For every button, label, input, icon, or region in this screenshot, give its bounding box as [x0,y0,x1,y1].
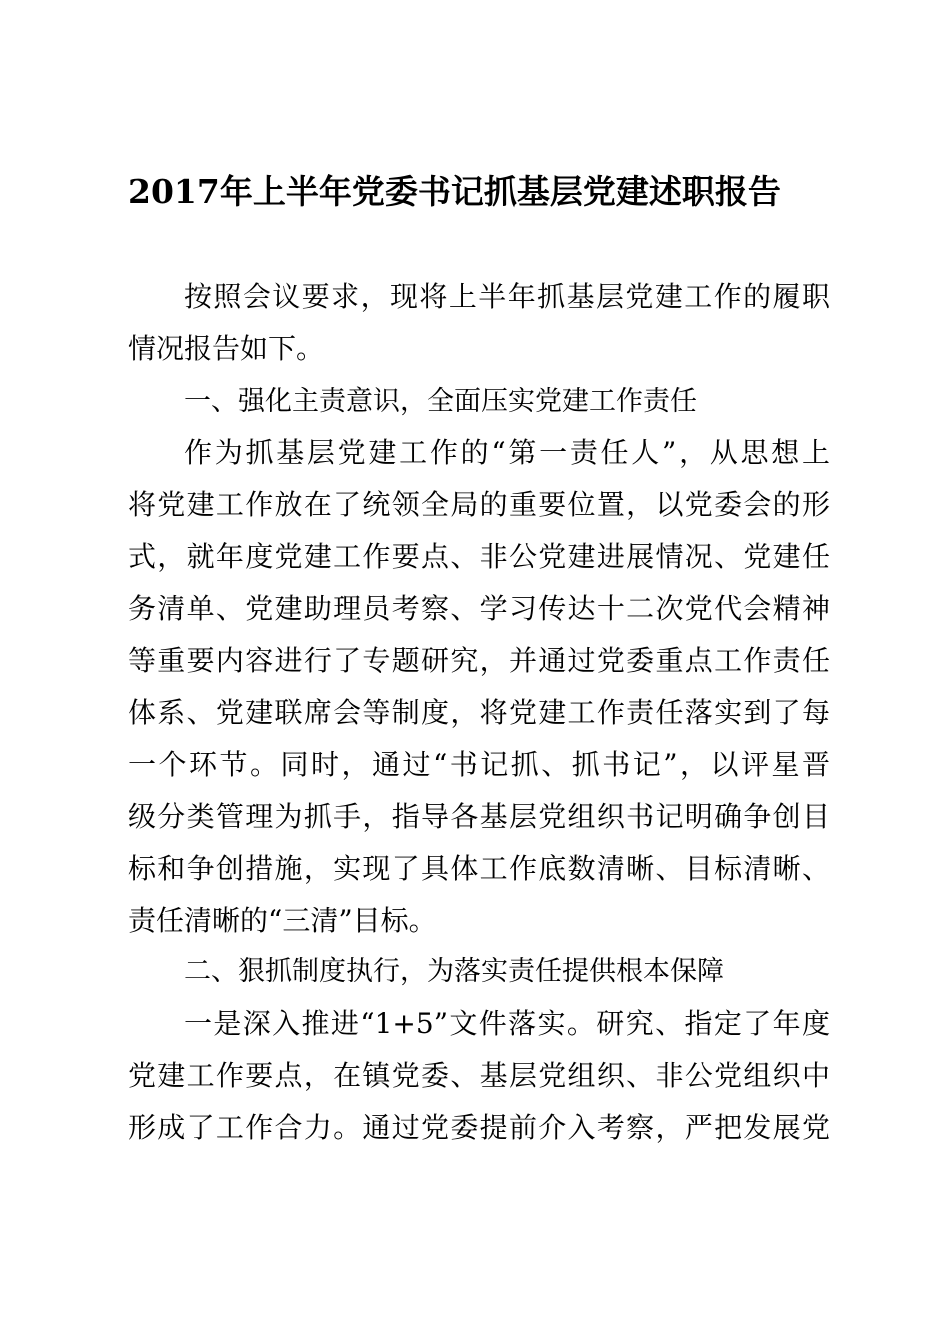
section-1-paragraph-line: 式，就年度党建工作要点、非公党建进展情况、党建任 [128,540,830,573]
section-2-paragraph-line: 党建工作要点，在镇党委、基层党组织、非公党组织中 [128,1059,830,1092]
document-title: 2017年上半年党委书记抓基层党建述职报告 [128,172,781,211]
section-1-heading: 一、强化主责意识，全面压实党建工作责任 [184,386,697,417]
section-2-paragraph-line: 形成了工作合力。通过党委提前介入考察，严把发展党 [128,1111,830,1144]
section-1-paragraph-line: 一个环节。同时，通过“书记抓、抓书记”，以评星晋 [128,748,830,781]
section-1-paragraph-line: 级分类管理为抓手，指导各基层党组织书记明确争创目 [128,800,830,833]
section-1-paragraph-line: 将党建工作放在了统领全局的重要位置，以党委会的形 [128,488,830,521]
section-2-paragraph-line: 一是深入推进“1+5”文件落实。研究、指定了年度 [184,1007,830,1040]
section-1-paragraph-line: 标和争创措施，实现了具体工作底数清晰、目标清晰、 [128,852,830,885]
intro-line-1: 按照会议要求，现将上半年抓基层党建工作的履职 [184,280,830,313]
section-1-paragraph-line: 责任清晰的“三清”目标。 [128,904,437,937]
section-2-heading: 二、狠抓制度执行，为落实责任提供根本保障 [184,956,724,987]
intro-line-2: 情况报告如下。 [128,332,325,365]
section-1-paragraph-line: 等重要内容进行了专题研究，并通过党委重点工作责任 [128,644,830,677]
section-1-paragraph-line: 体系、党建联席会等制度，将党建工作责任落实到了每 [128,696,830,729]
section-1-paragraph-line: 作为抓基层党建工作的“第一责任人”，从思想上 [184,436,830,469]
section-1-paragraph-line: 务清单、党建助理员考察、学习传达十二次党代会精神 [128,592,830,625]
